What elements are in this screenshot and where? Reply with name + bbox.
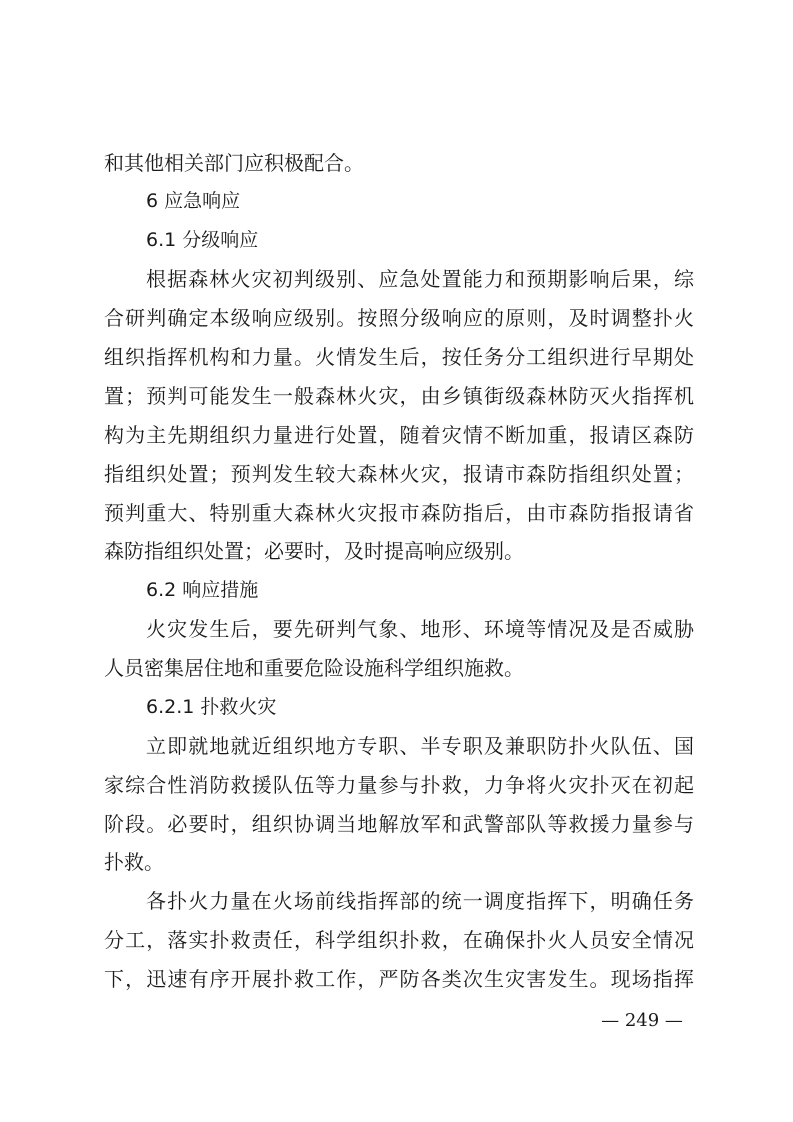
body-line: 立即就地就近组织地方专职、半专职及兼职防扑火队伍、国 [146, 734, 694, 758]
body-line: 预判重大、特别重大森林火灾报市森防指后，由市森防指报请省 [104, 501, 694, 525]
subsection-heading-6-2: 6.2 响应措施 [146, 579, 259, 601]
page-number: — 249 — [601, 1010, 683, 1031]
body-line: 组织指挥机构和力量。火情发生后，按任务分工组织进行早期处 [104, 345, 694, 369]
body-line: 根据森林火灾初判级别、应急处置能力和预期影响后果，综 [146, 267, 694, 291]
body-line: 下，迅速有序开展扑救工作，严防各类次生灾害发生。现场指挥 [104, 967, 694, 991]
body-line: 家综合性消防救援队伍等力量参与扑救，力争将火灾扑灭在初起 [104, 773, 694, 797]
body-line: 火灾发生后，要先研判气象、地形、环境等情况及是否威胁 [146, 617, 694, 641]
body-line: 合研判确定本级响应级别。按照分级响应的原则，及时调整扑火 [104, 306, 694, 330]
body-line: 构为主先期组织力量进行处置，随着灾情不断加重，报请区森防 [104, 423, 694, 447]
body-line: 人员密集居住地和重要危险设施科学组织施救。 [104, 656, 524, 680]
body-line: 森防指组织处置；必要时，及时提高响应级别。 [104, 539, 524, 563]
body-line: 扑救。 [104, 850, 164, 874]
body-line: 分工，落实扑救责任，科学组织扑救，在确保扑火人员安全情况 [104, 928, 694, 952]
subsection-heading-6-1: 6.1 分级响应 [146, 229, 259, 251]
section-heading-6: 6 应急响应 [146, 190, 241, 212]
subsection-heading-6-2-1: 6.2.1 扑救火灾 [146, 696, 277, 718]
body-line: 和其他相关部门应积极配合。 [104, 151, 364, 175]
body-line: 阶段。必要时，组织协调当地解放军和武警部队等救援力量参与 [104, 812, 694, 836]
body-line: 各扑火力量在火场前线指挥部的统一调度指挥下，明确任务 [146, 889, 694, 913]
body-line: 指组织处置；预判发生较大森林火灾，报请市森防指组织处置； [104, 462, 694, 486]
body-line: 置；预判可能发生一般森林火灾，由乡镇街级森林防灭火指挥机 [104, 384, 694, 408]
